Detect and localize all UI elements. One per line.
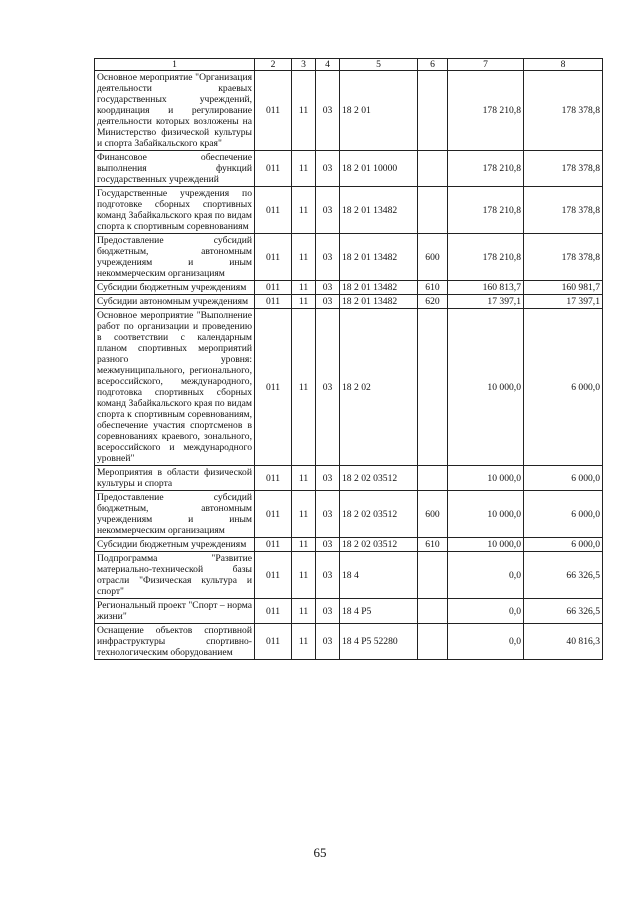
row-admin-code-cell: 011: [255, 309, 292, 466]
row-expense-type-cell: [418, 624, 448, 660]
row-section-cell: 11: [292, 552, 316, 599]
row-section-cell: 11: [292, 538, 316, 552]
table-row: [95, 552, 603, 599]
row-amount-2-cell: 6 000,0: [524, 466, 603, 491]
row-subsection-cell: 03: [316, 187, 340, 234]
row-target-article-cell: 18 2 02: [340, 309, 418, 466]
row-amount-2-cell: 40 816,3: [524, 624, 603, 660]
row-name-cell: Предоставление субсидий бюджетным, автономным учреждениям и иным некоммерческим организациям: [95, 234, 255, 281]
row-expense-type-cell: 610: [418, 538, 448, 552]
row-amount-1-cell: 0,0: [448, 552, 524, 599]
row-subsection-cell: 03: [316, 624, 340, 660]
table-row: [95, 234, 603, 281]
header-cell: 3: [292, 59, 316, 71]
row-amount-1-cell: 178 210,8: [448, 71, 524, 151]
row-admin-code-cell: 011: [255, 187, 292, 234]
row-admin-code-cell: 011: [255, 151, 292, 187]
row-section-cell: 11: [292, 309, 316, 466]
row-target-article-cell: 18 2 01 13482: [340, 187, 418, 234]
table-row: [95, 491, 603, 538]
row-amount-1-cell: 10 000,0: [448, 538, 524, 552]
row-subsection-cell: 03: [316, 71, 340, 151]
table-row: [95, 295, 603, 309]
row-section-cell: 11: [292, 234, 316, 281]
row-amount-2-cell: 6 000,0: [524, 491, 603, 538]
row-admin-code-cell: 011: [255, 281, 292, 295]
row-expense-type-cell: [418, 151, 448, 187]
row-section-cell: 11: [292, 599, 316, 624]
row-target-article-cell: 18 2 02 03512: [340, 491, 418, 538]
row-target-article-cell: 18 4 P5: [340, 599, 418, 624]
row-subsection-cell: 03: [316, 538, 340, 552]
row-admin-code-cell: 011: [255, 71, 292, 151]
header-cell: 7: [448, 59, 524, 71]
row-subsection-cell: 03: [316, 281, 340, 295]
row-expense-type-cell: [418, 466, 448, 491]
row-subsection-cell: 03: [316, 552, 340, 599]
table-row: [95, 466, 603, 491]
row-expense-type-cell: 600: [418, 491, 448, 538]
row-expense-type-cell: [418, 71, 448, 151]
row-name-cell: Основное мероприятие "Организация деятельности краевых государственных учреждений, координация и регулирование деятельности которых возложены на Министерство физической культуры и спорта Забайкальского края": [95, 71, 255, 151]
row-amount-1-cell: 0,0: [448, 599, 524, 624]
row-amount-2-cell: 66 326,5: [524, 552, 603, 599]
row-amount-2-cell: 178 378,8: [524, 234, 603, 281]
row-admin-code-cell: 011: [255, 538, 292, 552]
row-expense-type-cell: [418, 599, 448, 624]
page-number: 65: [313, 845, 327, 860]
row-amount-2-cell: 6 000,0: [524, 309, 603, 466]
header-cell: 5: [340, 59, 418, 71]
row-amount-2-cell: 178 378,8: [524, 187, 603, 234]
row-admin-code-cell: 011: [255, 491, 292, 538]
row-amount-1-cell: 0,0: [448, 624, 524, 660]
row-section-cell: 11: [292, 151, 316, 187]
row-section-cell: 11: [292, 71, 316, 151]
header-cell: 1: [95, 59, 255, 71]
row-target-article-cell: 18 2 01 13482: [340, 295, 418, 309]
row-amount-2-cell: 17 397,1: [524, 295, 603, 309]
row-target-article-cell: 18 2 01 13482: [340, 281, 418, 295]
header-cell: 4: [316, 59, 340, 71]
row-amount-1-cell: 178 210,8: [448, 234, 524, 281]
header-cell: 6: [418, 59, 448, 71]
row-section-cell: 11: [292, 466, 316, 491]
row-amount-2-cell: 66 326,5: [524, 599, 603, 624]
row-section-cell: 11: [292, 281, 316, 295]
row-name-cell: Основное мероприятие "Выполнение работ по организации и проведению в соответствии с календарным планом спортивных мероприятий разного уровня: межмуниципального, регионального, всероссийского, международного, подготовка спортивных сборных команд Забайкальского края по видам спорта к спортивным соревнованиям, обеспечение участия спортсменов в соревнованиях краевого, зонального, всероссийского и международного уровней": [95, 309, 255, 466]
row-name-cell: Предоставление субсидий бюджетным, автономным учреждениям и иным некоммерческим организациям: [95, 491, 255, 538]
row-name-cell: Подпрограмма "Развитие материально-технической базы отрасли "Физическая культура и спорт": [95, 552, 255, 599]
row-amount-1-cell: 10 000,0: [448, 466, 524, 491]
row-expense-type-cell: 610: [418, 281, 448, 295]
row-name-cell: Субсидии бюджетным учреждениям: [95, 538, 255, 552]
row-name-cell: Мероприятия в области физической культуры и спорта: [95, 466, 255, 491]
row-admin-code-cell: 011: [255, 234, 292, 281]
header-cell: 2: [255, 59, 292, 71]
row-section-cell: 11: [292, 295, 316, 309]
row-admin-code-cell: 011: [255, 599, 292, 624]
table-row: [95, 187, 603, 234]
row-amount-2-cell: 178 378,8: [524, 151, 603, 187]
row-name-cell: Региональный проект "Спорт – норма жизни": [95, 599, 255, 624]
row-section-cell: 11: [292, 491, 316, 538]
row-admin-code-cell: 011: [255, 552, 292, 599]
row-name-cell: Субсидии бюджетным учреждениям: [95, 281, 255, 295]
table-row: [95, 538, 603, 552]
row-target-article-cell: 18 2 02 03512: [340, 466, 418, 491]
header-cell: 8: [524, 59, 603, 71]
row-subsection-cell: 03: [316, 599, 340, 624]
row-expense-type-cell: 620: [418, 295, 448, 309]
table-row: [95, 309, 603, 466]
row-subsection-cell: 03: [316, 491, 340, 538]
row-target-article-cell: 18 2 02 03512: [340, 538, 418, 552]
row-expense-type-cell: 600: [418, 234, 448, 281]
row-expense-type-cell: [418, 309, 448, 466]
row-target-article-cell: 18 2 01 10000: [340, 151, 418, 187]
row-amount-1-cell: 178 210,8: [448, 187, 524, 234]
row-target-article-cell: 18 2 01 13482: [340, 234, 418, 281]
row-expense-type-cell: [418, 187, 448, 234]
budget-table: [94, 58, 603, 660]
row-amount-2-cell: 178 378,8: [524, 71, 603, 151]
row-target-article-cell: 18 4 P5 52280: [340, 624, 418, 660]
table-row: [95, 281, 603, 295]
row-section-cell: 11: [292, 187, 316, 234]
row-name-cell: Субсидии автономным учреждениям: [95, 295, 255, 309]
row-subsection-cell: 03: [316, 295, 340, 309]
row-name-cell: Финансовое обеспечение выполнения функций государственных учреждений: [95, 151, 255, 187]
row-amount-2-cell: 6 000,0: [524, 538, 603, 552]
row-name-cell: Оснащение объектов спортивной инфраструктуры спортивно-технологическим оборудованием: [95, 624, 255, 660]
row-target-article-cell: 18 2 01: [340, 71, 418, 151]
row-admin-code-cell: 011: [255, 295, 292, 309]
row-name-cell: Государственные учреждения по подготовке сборных спортивных команд Забайкальского края по видам спорта к спортивным соревнованиям: [95, 187, 255, 234]
row-expense-type-cell: [418, 552, 448, 599]
row-admin-code-cell: 011: [255, 466, 292, 491]
table-row: [95, 71, 603, 151]
row-amount-1-cell: 10 000,0: [448, 309, 524, 466]
row-section-cell: 11: [292, 624, 316, 660]
row-admin-code-cell: 011: [255, 624, 292, 660]
row-subsection-cell: 03: [316, 309, 340, 466]
table-row: [95, 151, 603, 187]
row-amount-1-cell: 178 210,8: [448, 151, 524, 187]
table-row: [95, 599, 603, 624]
table-row: [95, 624, 603, 660]
row-amount-1-cell: 10 000,0: [448, 491, 524, 538]
row-amount-2-cell: 160 981,7: [524, 281, 603, 295]
row-subsection-cell: 03: [316, 466, 340, 491]
row-subsection-cell: 03: [316, 151, 340, 187]
table-header-row: [95, 59, 603, 71]
table-body: [95, 71, 603, 660]
row-amount-1-cell: 17 397,1: [448, 295, 524, 309]
row-subsection-cell: 03: [316, 234, 340, 281]
row-amount-1-cell: 160 813,7: [448, 281, 524, 295]
row-target-article-cell: 18 4: [340, 552, 418, 599]
